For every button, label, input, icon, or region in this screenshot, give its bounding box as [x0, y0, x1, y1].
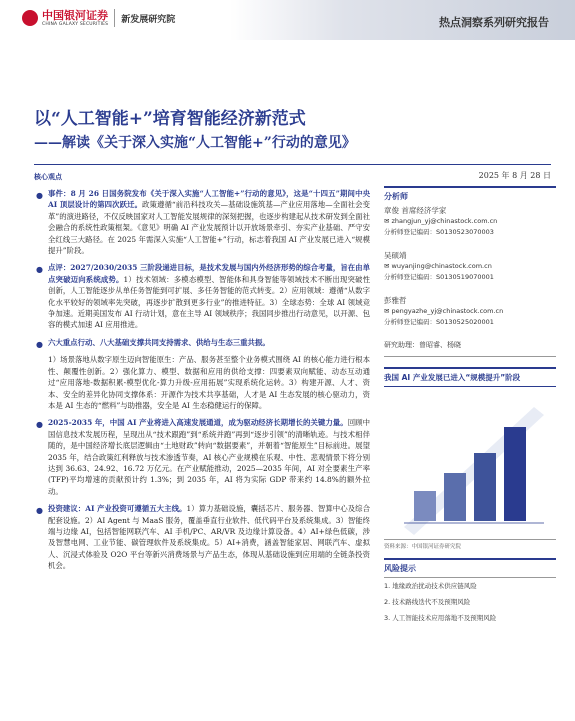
- analyst-email[interactable]: [384, 261, 556, 272]
- analyst-cert: 分析师登记编码：S0130523070003: [384, 228, 494, 236]
- report-date: 2025 年 8 月 28 日: [478, 171, 551, 180]
- bullet-actions: [34, 337, 370, 348]
- figure-svg: [384, 387, 556, 537]
- title-divider: [34, 164, 551, 165]
- mail-icon: ✉: [384, 262, 392, 270]
- page-header: [0, 0, 575, 40]
- brand-logo: [22, 9, 175, 27]
- bullet-body: 政策遵循“前沿科技攻关—基础设施筑基—产业应用落地—全面社会变革”的演进路径，不仅反映国家对人工智能发展规律的深刻把握，也逐步构建起从技术研发到全面社会融合的系统性政策框架。《意见》明确 AI 产业发展预计以开放场景牵引、夯实产业基础、严守安全红线三大路径。在 2025 年需深入实施“人工智能+”行动，标志着我国 AI 产业发展已进入“规模提升”阶段。: [48, 200, 371, 256]
- stage-bar-1: [414, 491, 436, 521]
- logo-icon: [22, 10, 38, 26]
- brand-sub: 新发展研究院: [121, 14, 176, 25]
- report-type: 热点洞察系列研究报告: [439, 16, 549, 29]
- analyst-card: [384, 250, 556, 283]
- analyst-cert: 分析师登记编码：S0130525020001: [384, 318, 494, 326]
- bullet-lead: 点评：2027/2030/2035 三阶段递进目标，是技术发展与国内外经济形势的综合考量，旨在由单点突破迈向系统成势。: [48, 263, 370, 284]
- bullet-dot-icon: ●: [36, 420, 43, 430]
- bullet-dot-icon: ●: [36, 265, 43, 275]
- section-label: 核心观点: [34, 172, 62, 181]
- research-assistant: 研究助理：曾昭睿、杨晓: [384, 340, 556, 357]
- bullet-dot-icon: ●: [36, 506, 43, 516]
- bullet-body: 1）算力基础设施，囊括芯片、服务器、智算中心及综合配套设施。2）AI Agent 与 MaaS 服务，覆盖垂直行业软件、低代码平台及系统集成。3）智能终端与边缘 AI，包括智能网联汽车、AI 手机/PC、AR/VR 及边缘计算设备。4）AI+绿色低碳，涉及智慧电网、工业节能、碳管理软件及系统集成。5）AI+消费，涵盖智能家居、网联汽车、虚拟人、沉浸式体验及 O2O 平台等新兴消费场景与产品生态，体现从基础设施到应用端的全链条投资机会。: [48, 504, 370, 571]
- bullet-invest: [34, 503, 370, 571]
- analyst-name: 吴硕靖: [384, 251, 407, 260]
- email-text: wuyanjing@chinastock.com.cn: [391, 262, 492, 270]
- analysts-title: 分析师: [384, 186, 556, 205]
- bullet-comment: [34, 262, 370, 330]
- figure-source: 资料来源：中国银河证券研究院: [384, 539, 556, 550]
- risk-item: 2. 技术路线迭代不及预期风险: [384, 598, 471, 606]
- stage-bar-3: [474, 453, 496, 521]
- page-subtitle: ——解读《关于深入实施“人工智能+”行动的意见》: [34, 135, 356, 151]
- sidebar: [384, 186, 556, 626]
- analyst-cert: 分析师登记编码：S0130519070001: [384, 273, 494, 281]
- title-block: [34, 108, 356, 154]
- brand-name-en: CHINA GALAXY SECURITIES: [42, 21, 109, 27]
- bullet-dot-icon: ●: [36, 191, 43, 200]
- analyst-name: 章俊 首席经济学家: [384, 206, 447, 215]
- analyst-name: 彭雅哲: [384, 296, 407, 305]
- figure-diagram: [384, 387, 556, 537]
- stage-bar-4: [504, 427, 526, 521]
- risks-title: 风险提示: [384, 558, 556, 578]
- bullet-lead: 事件：8 月 26 日国务院发布《关于深入实施“人工智能+”行动的意见》，这是“十四五”期间中央 AI 顶层设计的第四次跃迁。: [48, 189, 370, 210]
- bullet-event: [34, 188, 370, 256]
- analyst-email[interactable]: [384, 216, 556, 227]
- bullet-outlook: [34, 417, 370, 497]
- email-text: zhangjun_yj@chinastock.com.cn: [391, 217, 498, 225]
- analyst-card: [384, 205, 556, 238]
- bullet-body: 回顾中国信息技术发展历程，呈现出从“技术跟跑”到“系统并跑”再到“逐步引领”的清晰轨迹。与技术相伴随的，是中国经济增长底层逻辑由“土地财政”转向“数据要素”，并朝着“智能原生”目标前进。展望 2035 年，结合政策红利释放与技术渗透节奏，AI 核心产业规模在乐观、中性、悲观情景下将分别达到 36.63、24.92、16.72 万亿元。在产业赋能推动，2025—2035 年间，AI 对全要素生产率(TFP)平均增速的贡献预计约 1.3%；到 2035 年，AI 将为实际 GDP 带来约 14.8%的额外拉动。: [48, 418, 370, 496]
- mail-icon: ✉: [384, 307, 392, 315]
- stage-bar-2: [444, 473, 466, 521]
- bullet-lead: 六大重点行动、八大基础支撑共同支持需求、供给与生态三重共振。: [48, 337, 270, 347]
- risk-item: 1. 地缘政治扰动技术供应链风险: [384, 582, 477, 590]
- risk-list: [384, 578, 556, 626]
- page-title: 以“人工智能+”培育智能经济新范式: [34, 109, 306, 129]
- bullet-lead: 2025-2035 年，中国 AI 产业将进入高速发展通道，成为驱动经济长期增长的关键力量。: [48, 418, 348, 428]
- figure-title: 我国 AI 产业发展已进入“规模提升”阶段: [384, 367, 556, 387]
- bullet-actions-detail: [34, 354, 370, 411]
- risk-item: 3. 人工智能技术应用落地不及预期风险: [384, 614, 497, 622]
- logo-divider: [114, 9, 115, 27]
- bullet-dot-icon: ●: [36, 339, 43, 349]
- analyst-card: [384, 295, 556, 328]
- brand-name-cn: 中国银河证券: [42, 8, 108, 22]
- mail-icon: ✉: [384, 217, 392, 225]
- analyst-email[interactable]: [384, 306, 556, 317]
- bullet-body: 1）场景落地从数字原生迈向智能原生：产品、服务甚至整个业务模式围绕 AI 的核心能力进行根本性、颠覆性创新。2）强化算力、模型、数据和应用的供给支撑：四要素双向赋能、动态互动通过“应用落地-数据积累-模型优化-算力升级-应用拓展”实现系统化运转。3）构建开源、人才、资本、安全的差异化协同支撑体系：开源作为技术共享基础，人才是 AI 生态发展的核心驱动力，资本是 AI 生态的“燃料”与助推器，安全是 AI 生态稳健运行的保障。: [48, 355, 370, 410]
- bullet-lead: 投资建议：AI 产业投资可遵循五大主线。: [48, 504, 187, 514]
- email-text: pengyazhe_yj@chinastock.com.cn: [391, 307, 504, 315]
- core-views: [34, 188, 370, 578]
- bullet-body: 1）技术领域：多模态模型、智能体和具身智能等领域技术不断出现突破性创新，人工智能逐步从单任务智能到可扩展、多任务智能的范式转变。2）应用领域：遵循“从数字化水平较好的领域率先突破，再逐步扩散到更多行业”的推进特征。3）全球态势：全球 AI 领域竞争加速。近期美国发布 AI 行动计划，意在主导 AI 领域秩序；我国同步推出行动意见，以开源、包容的模式加速 AI 应用推进。: [48, 274, 370, 330]
